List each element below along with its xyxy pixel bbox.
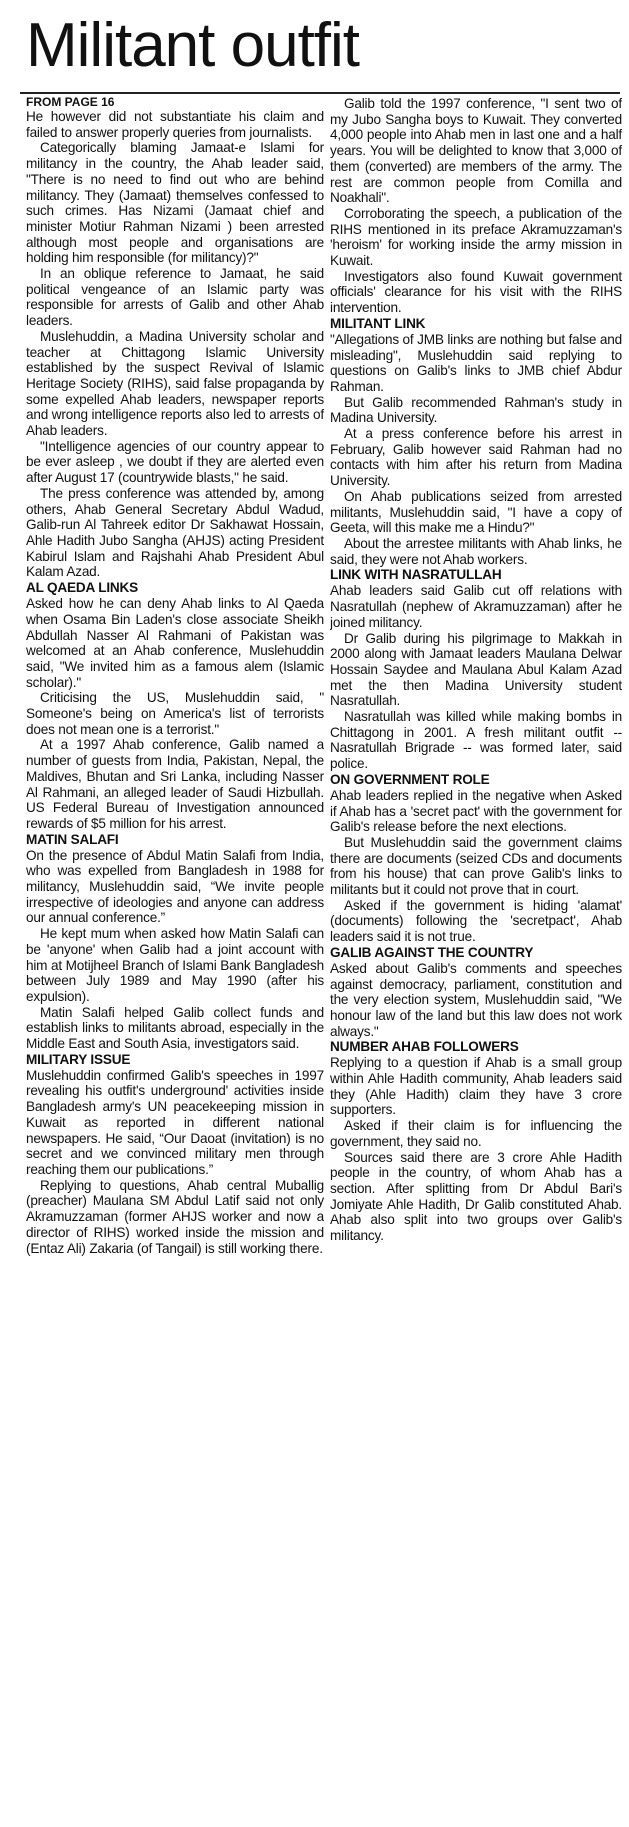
paragraph: Corroborating the speech, a publication of the RIHS mentioned in its preface Akramuzzaman's 'heroism' for working inside the army mission in Kuwait. [330, 205, 622, 269]
paragraph: Muslehuddin, a Madina University scholar and teacher at Chittagong Islamic University established by the suspect Revival of Islamic Heritage Society (RIHS), said false propaganda by some expelled Ahab leaders, newspaper reports and wrong intelligence reports also led to arrests of Ahab leaders. [26, 328, 324, 439]
paragraph: On the presence of Abdul Matin Salafi from India, who was expelled from Bangladesh in 1988 for militancy, Muslehuddin said, “We invite people irrespective of ideologies and anyone can address our annual conference.” [26, 847, 324, 926]
paragraph: Ahab leaders said Galib cut off relations with Nasratullah (nephew of Akramuzzaman) after he joined militancy. [330, 583, 622, 630]
section-heading: AL QAEDA LINKS [26, 580, 138, 596]
paragraph: Investigators also found Kuwait government officials' clearance for his visit with the RIHS intervention. [330, 268, 622, 316]
paragraph: Nasratullah was killed while making bombs in Chittagong in 2001. A fresh militant outfit --Nasratullah Brigrade -- was formed later, said police. [330, 709, 622, 772]
section-heading: GALIB AGAINST THE COUNTRY [330, 944, 534, 960]
right-column [330, 96, 622, 1816]
paragraph: About the arrestee militants with Ahab links, he said, they were not Ahab workers. [330, 535, 622, 567]
paragraph: "Intelligence agencies of our country appear to be ever asleep , we doubt if they are alerted even after August 17 (countrywide blasts," he said. [26, 438, 324, 486]
paragraph: He kept mum when asked how Matin Salafi can be 'anyone' when Galib had a joint account with him at Motijheel Branch of Islami Bank Bangladesh between July 1989 and May 1990 (after his expulsion). [26, 926, 324, 1004]
paragraph: Muslehuddin confirmed Galib's speeches in 1997 revealing his outfit's underground' activities inside Bangladesh army's UN peacekeeping mission in Kuwait as reported in different national newspapers. He said, “Our Daoat (invitation) is no secret and we convinced military men through reaching them our publications.” [26, 1067, 324, 1177]
section-heading: MILITANT LINK [330, 315, 426, 331]
paragraph: But Galib recommended Rahman's study in Madina University. [330, 394, 622, 426]
paragraph: Replying to questions, Ahab central Muballig (preacher) Maulana SM Abdul Latif said not only Akramuzzaman (former AHJS worker and now a director of RIHS) worked inside the mission and (Entaz Ali) Zakaria (of Tangail) is still working there. [26, 1177, 324, 1256]
paragraph: In an oblique reference to Jamaat, he said political vengeance of an Islamic party was responsible for arrests of Galib and other Ahab leaders. [26, 266, 324, 329]
paragraph: Dr Galib during his pilgrimage to Makkah in 2000 along with Jamaat leaders Maulana Delwar Hossain Saydee and Maulana Abul Kalam Azad met the then Madina University student Nasratullah. [330, 630, 622, 709]
section-heading: MATIN SALAFI [26, 831, 119, 847]
left-column [26, 96, 324, 1816]
right-column-body [330, 96, 622, 1244]
paragraph: But Muslehuddin said the government claims there are documents (seized CDs and documents from his house) that can prove Galib's links to militants but it could not prove that in court. [330, 834, 622, 898]
paragraph: Categorically blaming Jamaat-e Islami for militancy in the country, the Ahab leader said, "There is no need to find out who are behind militancy. They (Jamaat) themselves confessed to such crimes. Has Nizami (Jamaat chief and minister Motiur Rahman Nizami ) been arrested although most people and organisations are holding him responsible (for militancy)?" [26, 140, 324, 266]
paragraph: Asked if their claim is for influencing the government, they said no. [330, 1118, 622, 1149]
paragraph: Galib told the 1997 conference, "I sent two of my Jubo Sangha boys to Kuwait. They converted 4,000 people into Ahab men in last one and a half years. You will be delighted to know that 3,000 of them (converted) are members of the army. The rest are common people from Comilla and Noakhali". [330, 96, 622, 206]
paragraph: "Allegations of JMB links are nothing but false and misleading", Muslehuddin said replying to questions on Galib's links to JMB chief Abdur Rahman. [330, 331, 622, 394]
paragraph: He however did not substantiate his claim and failed to answer properly queries from journalists. [26, 109, 324, 140]
paragraph: At a 1997 Ahab conference, Galib named a number of guests from India, Pakistan, Nepal, the Maldives, Bhutan and Sri Lanka, including Nasser Al Rahmani, an alleged leader of Saudi Hizbullah. US Federal Bureau of Investigation announced rewards of $5 million for his arrest. [26, 737, 324, 831]
paragraph: At a press conference before his arrest in February, Galib however said Rahman had no contacts with him after his return from Madina University. [330, 426, 622, 489]
headline-rule [20, 92, 620, 94]
paragraph: Asked if the government is hiding 'alamat' (documents) following the 'secretpact', Ahab leaders said it is not true. [330, 897, 622, 945]
paragraph: Criticising the US, Muslehuddin said, " Someone's being on America's list of terrorists does not mean one is a terrorist." [26, 690, 324, 737]
section-heading: MILITARY ISSUE [26, 1051, 131, 1067]
paragraph: Sources said there are 3 crore Ahle Hadith people in the country, of whom Ahab has a section. After splitting from Dr Abdul Bari's Jomiyate Ahle Hadith, Dr Galib constituted Ahab. Ahab also split into two groups over Galib's militancy. [330, 1149, 622, 1244]
paragraph: Asked about Galib's comments and speeches against democracy, parliament, constitution and the very election system, Muslehuddin said, "We honour law of the land but this law does not work always." [330, 960, 622, 1039]
section-heading: NUMBER AHAB FOLLOWERS [330, 1039, 519, 1055]
section-heading: LINK WITH NASRATULLAH [330, 567, 502, 583]
paragraph: On Ahab publications seized from arrested militants, Muslehuddin said, "I have a copy of Geeta, will this make me a Hindu?" [330, 488, 622, 536]
paragraph: Asked how he can deny Ahab links to Al Qaeda when Osama Bin Laden's close associate Sheikh Abdullah Nasser Al Rahmani of Pakistan was welcomed at an Ahab conference, Muslehuddin said, "We invited him as a famous alem (Islamic scholar)." [26, 596, 324, 690]
headline: Militant outfit [26, 11, 360, 80]
paragraph: Matin Salafi helped Galib collect funds and establish links to militants abroad, especially in the Middle East and South Asia, investigators said. [26, 1004, 324, 1052]
paragraph: Ahab leaders replied in the negative when Asked if Ahab has a 'secret pact' with the government for Galib's release before the next elections. [330, 787, 622, 835]
left-column-body [26, 109, 324, 1256]
paragraph: The press conference was attended by, among others, Ahab General Secretary Abdul Wadud, Galib-run Al Tahreek editor Dr Sakhawat Hossain, Ahle Hadith Jubo Sangha (AHJS) acting President Kabirul Islam and Rajshahi Ahab President Abul Kalam Azad. [26, 485, 324, 580]
paragraph: Replying to a question if Ahab is a small group within Ahle Hadith community, Ahab leaders said they (Ahle Hadith) claim they have 3 crore supporters. [330, 1055, 622, 1118]
section-heading: ON GOVERNMENT ROLE [330, 771, 490, 787]
page-reference: FROM PAGE 16 [26, 96, 115, 109]
